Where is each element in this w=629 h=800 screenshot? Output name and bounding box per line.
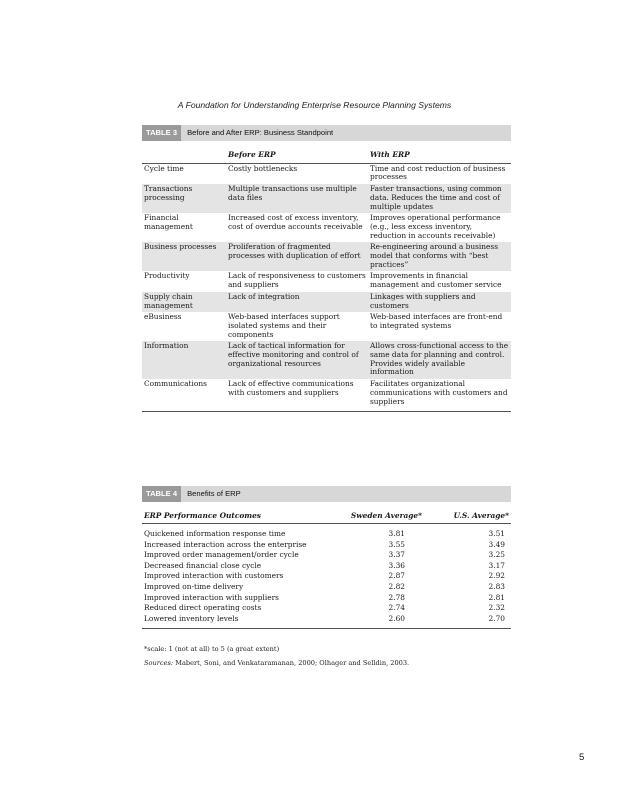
sweden-cell: 3.37 xyxy=(388,550,405,560)
running-head: A Foundation for Understanding Enterprise Resource Planning Systems xyxy=(177,100,452,110)
row-label: Business processes xyxy=(142,242,226,271)
table-row xyxy=(142,213,511,242)
sources-text: Mabert, Soni, and Venkataramanan, 2000; Olhager and Selldin, 2003. xyxy=(173,659,410,667)
us-cell: 2.70 xyxy=(407,614,511,629)
table-row xyxy=(142,242,511,271)
us-cell: 3.25 xyxy=(488,550,505,560)
with-cell: Time and cost reduction of business processes xyxy=(370,163,506,182)
table-row xyxy=(142,571,511,582)
with-cell: Allows cross-functional access to the same data for planning and control. Provides widely available information xyxy=(368,341,511,379)
before-cell: Lack of responsiveness to customers and suppliers xyxy=(228,271,366,290)
us-cell: 2.92 xyxy=(488,571,505,581)
table-row xyxy=(142,292,511,312)
us-cell: 3.51 xyxy=(488,529,505,538)
outcome-cell: Quickened information response time xyxy=(144,529,286,538)
table4-sources xyxy=(144,659,511,667)
table4 xyxy=(142,529,511,629)
before-cell: Lack of effective communications with customers and suppliers xyxy=(226,379,368,412)
us-cell: 2.81 xyxy=(488,592,505,602)
us-cell: 3.49 xyxy=(488,539,505,549)
table3 xyxy=(142,147,511,412)
table4-scale-footnote: *scale: 1 (not at all) to 5 (a great extent) xyxy=(144,645,280,653)
us-cell: 2.83 xyxy=(488,581,505,591)
sweden-cell: 3.81 xyxy=(388,529,405,538)
table3-header-row xyxy=(142,147,511,163)
before-cell: Lack of tactical information for effective monitoring and control of organizational resources xyxy=(226,341,368,379)
outcome-cell: Lowered inventory levels xyxy=(142,614,348,629)
table4-header-us: U.S. Average* xyxy=(424,508,511,524)
outcome-cell: Improved order management/order cycle xyxy=(144,550,299,560)
table-row xyxy=(142,614,511,629)
sweden-cell: 3.55 xyxy=(388,539,405,549)
row-label: Transactions processing xyxy=(142,184,226,213)
table3-title: Before and After ERP: Business Standpoint xyxy=(187,128,334,137)
with-cell: Improvements in financial management and customer service xyxy=(370,271,502,290)
table-row xyxy=(142,603,511,614)
table3-header-blank xyxy=(142,147,226,163)
table-row xyxy=(142,379,511,412)
with-cell: Faster transactions, using common data. Reduces the time and cost of multiple updates xyxy=(368,184,511,213)
table-row xyxy=(142,271,511,291)
table4-header xyxy=(142,508,511,524)
sweden-cell: 3.36 xyxy=(388,560,405,570)
table4-header-row xyxy=(142,508,511,524)
table-row xyxy=(142,163,511,184)
table-row xyxy=(142,529,511,540)
table-row xyxy=(142,540,511,551)
table-row xyxy=(142,582,511,593)
table-row xyxy=(142,550,511,561)
sweden-cell: 2.87 xyxy=(388,571,405,581)
table-row xyxy=(142,184,511,213)
table4-header-sweden: Sweden Average* xyxy=(342,508,424,524)
sweden-cell: 2.78 xyxy=(388,592,405,602)
before-cell: Proliferation of fragmented processes with duplication of effort xyxy=(226,242,368,271)
row-label: Financial management xyxy=(144,213,193,231)
before-cell: Multiple transactions use multiple data files xyxy=(226,184,368,213)
before-cell: Increased cost of excess inventory, cost of overdue accounts receivable xyxy=(228,213,363,231)
outcome-cell: Reduced direct operating costs xyxy=(144,603,262,613)
page-number: 5 xyxy=(579,752,585,763)
row-label: Supply chain management xyxy=(142,292,226,312)
table4-tag: TABLE 4 xyxy=(142,486,181,502)
outcome-cell: Improved interaction with customers xyxy=(144,571,284,581)
with-cell: Re-engineering around a business model that conforms with “best practices” xyxy=(368,242,511,271)
table-row xyxy=(142,341,511,379)
sweden-cell: 2.60 xyxy=(348,614,407,629)
outcome-cell: Improved interaction with suppliers xyxy=(144,592,279,602)
outcome-cell: Improved on-time delivery xyxy=(144,581,244,591)
us-cell: 3.17 xyxy=(488,560,505,570)
sources-label: Sources: xyxy=(144,659,174,667)
table-row xyxy=(142,312,511,341)
table3-tag: TABLE 3 xyxy=(142,125,181,141)
with-cell: Improves operational performance (e.g., less excess inventory, reduction in accounts receivable) xyxy=(370,213,501,240)
with-cell: Web-based interfaces are front-end to integrated systems xyxy=(370,312,503,330)
row-label: eBusiness xyxy=(144,312,182,322)
sweden-cell: 2.82 xyxy=(388,581,405,591)
before-cell: Lack of integration xyxy=(226,292,368,312)
sweden-cell: 2.74 xyxy=(388,603,405,613)
row-label: Cycle time xyxy=(144,163,184,173)
outcome-cell: Decreased financial close cycle xyxy=(144,560,262,570)
with-cell: Linkages with suppliers and customers xyxy=(368,292,511,312)
table-row xyxy=(142,593,511,604)
before-cell: Web-based interfaces support isolated systems and their components xyxy=(228,312,340,339)
table3-title-bar xyxy=(142,125,511,141)
row-label: Information xyxy=(142,341,226,379)
table-row xyxy=(142,561,511,572)
row-label: Productivity xyxy=(144,271,190,281)
before-cell: Costly bottlenecks xyxy=(228,163,298,173)
table3-header-with: With ERP xyxy=(368,147,511,163)
table4-title: Benefits of ERP xyxy=(187,489,241,498)
table3-header-before: Before ERP xyxy=(226,147,368,163)
table4-header-outcomes: ERP Performance Outcomes xyxy=(142,508,342,524)
row-label: Communications xyxy=(142,379,226,412)
with-cell: Facilitates organizational communications with customers and suppliers xyxy=(368,379,511,412)
table4-title-bar xyxy=(142,486,511,502)
us-cell: 2.32 xyxy=(488,603,505,613)
outcome-cell: Increased interaction across the enterprise xyxy=(144,539,307,549)
